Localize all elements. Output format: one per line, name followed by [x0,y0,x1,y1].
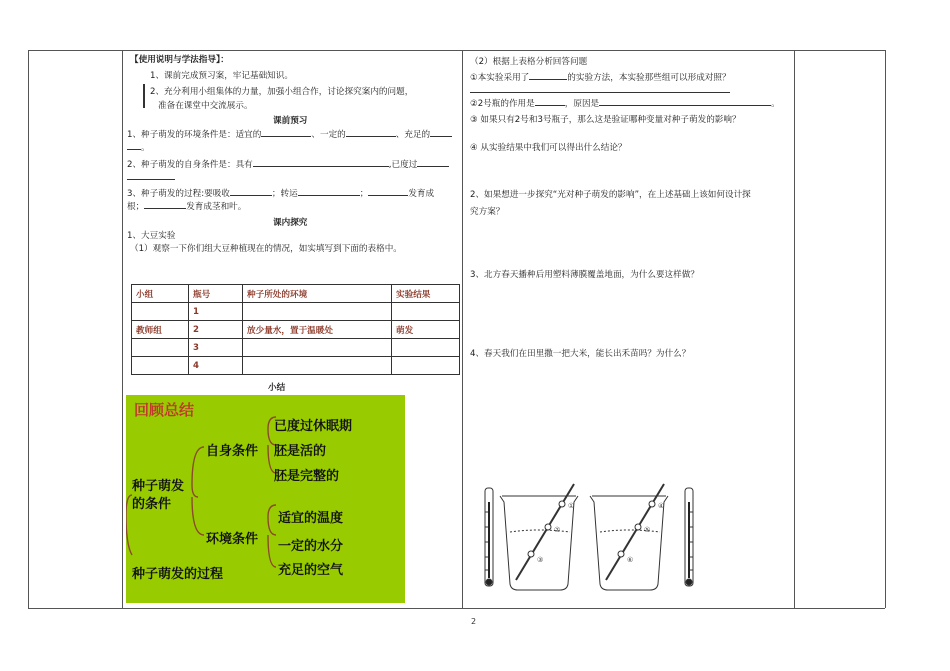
q3-text-b: ；转运 [271,189,298,199]
r2-blank-1[interactable] [535,97,565,106]
r2-blank-2[interactable] [599,97,771,106]
beaker-label-6: ⑥ [627,556,634,564]
inclass-title: 课内探究 [273,218,308,228]
q1-text-a: 1、种子萌发的环境条件是：适宜的 [127,130,262,140]
exp-title: 1、大豆实验 [127,231,176,241]
usage-item-2a: 2、充分利用小组集体的力量，加强小组合作，讨论探究案内的问题， [150,87,414,97]
slide-self-3: 胚是完整的 [274,469,340,484]
q1-blank-3[interactable] [430,128,452,137]
seed-4 [649,501,655,507]
cell: 萌发 [392,321,460,339]
usage-marker [143,84,145,108]
cell[interactable] [132,303,189,321]
seed-1 [559,501,565,507]
frame-right [885,50,886,608]
summary-slide [126,395,405,603]
preview-q3 [127,187,434,199]
col-header-group: 小组 [132,285,189,303]
q3-text-f: 发育成茎和叶。 [186,202,247,212]
q3-text-d: 发育成 [408,189,435,199]
usage-item-1: 1、课前完成预习案，牢记基础知识。 [150,71,293,81]
col-header-result: 实验结果 [392,285,460,303]
cell[interactable] [243,357,392,375]
r1-blank[interactable] [529,71,567,80]
beaker-label-5: ⑤ [644,526,651,534]
seed-6 [618,551,624,557]
cell: 1 [189,303,243,321]
frame-top [28,50,885,51]
cell[interactable] [132,357,189,375]
seed-5 [635,524,641,530]
r1-text-a: ①本实验采用了 [470,73,530,83]
beaker-label-3: ③ [537,556,544,564]
beaker-label-1: ① [568,502,575,510]
table-row [132,339,460,357]
q1-text-b: 、一定的 [311,130,346,140]
q2-blank-2[interactable] [417,158,449,167]
q1-blank-4[interactable] [127,141,141,150]
cell: 教师组 [132,321,189,339]
summary-title: 小结 [268,383,286,393]
q1-end: 。 [141,143,150,153]
seed-2 [545,524,551,530]
cell: 3 [189,339,243,357]
right-q2 [470,97,780,109]
cell[interactable] [392,339,460,357]
cell[interactable] [243,339,392,357]
frame-left [28,50,29,608]
preview-q1-cont [127,141,150,153]
preview-q3-cont [127,200,246,212]
cell[interactable] [392,357,460,375]
cell: 4 [189,357,243,375]
preview-q1 [127,128,452,140]
preview-title: 课前预习 [273,116,308,126]
q3-blank-2[interactable] [298,187,360,196]
beaker-illustration [476,482,706,610]
table-header-row [132,285,460,303]
cell[interactable] [392,303,460,321]
col-header-environment: 种子所处的环境 [243,285,392,303]
r2-text-b: ，原因是 [564,99,600,109]
q3-blank-3[interactable] [368,187,408,196]
cell: 放少量水，置于温暖处 [243,321,392,339]
experiment-table [131,284,460,375]
cell[interactable] [243,303,392,321]
usage-title: 【使用说明与学法指导】： [130,55,229,65]
slide-self-1: 已度过休眠期 [274,419,353,434]
slide-root-2: 的条件 [132,497,172,512]
q3-text-c: ； [359,189,369,199]
q2-text-b: ,已度过 [388,160,418,170]
q1-blank-1[interactable] [261,128,311,137]
beaker-label-4: ④ [658,502,665,510]
slide-process: 种子萌发的过程 [132,567,224,582]
r1-text-b: 的实验方法，本实验那些组可以形成对照？ [567,73,731,83]
q2-text-a: 2、种子萌发的自身条件是：具有 [127,160,253,170]
right-heading: （2）根据上表格分析回答问题 [470,57,588,67]
cell: 2 [189,321,243,339]
slide-self-conditions: 自身条件 [206,444,259,459]
right-q3: ③ 如果只有2号和3号瓶子，那么这是验证哪种变量对种子萌发的影响？ [470,115,741,125]
preview-q2-cont [127,171,175,183]
slide-env-conditions: 环境条件 [206,532,259,547]
q3-blank-1[interactable] [230,187,272,196]
table-row [132,357,460,375]
frame-bottom [28,608,885,609]
table-row [132,321,460,339]
frame-col3 [794,50,795,608]
q3-blank-4[interactable] [144,200,186,209]
r2-text-c: 。 [771,99,780,109]
cell[interactable] [132,339,189,357]
slide-self-2: 胚是活的 [274,444,327,459]
table-row [132,303,460,321]
q1-text-c: 、充足的 [395,130,431,140]
q1-blank-2[interactable] [346,128,396,137]
q2-blank-1[interactable] [253,158,389,167]
usage-item-2b: 准备在课堂中交流展示。 [158,101,253,111]
r2-text-a: ②2号瓶的作用是 [470,99,535,109]
col-header-bottle: 瓶号 [189,285,243,303]
q3-text-a: 3、种子萌发的过程:要吸收 [127,189,230,199]
beaker-label-2: ② [554,526,561,534]
q2-blank-3[interactable] [127,171,175,180]
right-question-4: 4、春天我们在田里撒一把大米，能长出禾苗吗？为什么？ [470,349,691,359]
seed-3 [528,551,534,557]
slide-title: 回顾总结 [134,401,195,419]
right-question-2b: 究方案？ [470,207,505,217]
slide-env-3: 充足的空气 [278,563,344,578]
right-question-2a: 2、如果想进一步探究“光对种子萌发的影响”，在上述基础上该如何设计探 [470,190,751,200]
slide-root: 种子萌发 [132,479,185,494]
page-number: 2 [471,617,477,626]
right-q4: ④ 从实验结果中我们可以得出什么结论？ [470,143,627,153]
frame-col2 [462,50,463,608]
slide-env-2: 一定的水分 [278,539,344,554]
right-q1 [470,71,731,83]
exp-desc: （1）观察一下你们组大豆种植现在的情况，如实填写到下面的表格中。 [130,244,402,254]
preview-q2 [127,158,449,170]
right-question-3: 3、北方春天播种后用塑料薄膜覆盖地面，为什么要这样做？ [470,270,699,280]
q3-text-e: 根； [127,202,145,212]
slide-env-1: 适宜的温度 [278,511,344,526]
r1-answer-line[interactable] [470,92,730,93]
frame-col1 [122,50,123,608]
